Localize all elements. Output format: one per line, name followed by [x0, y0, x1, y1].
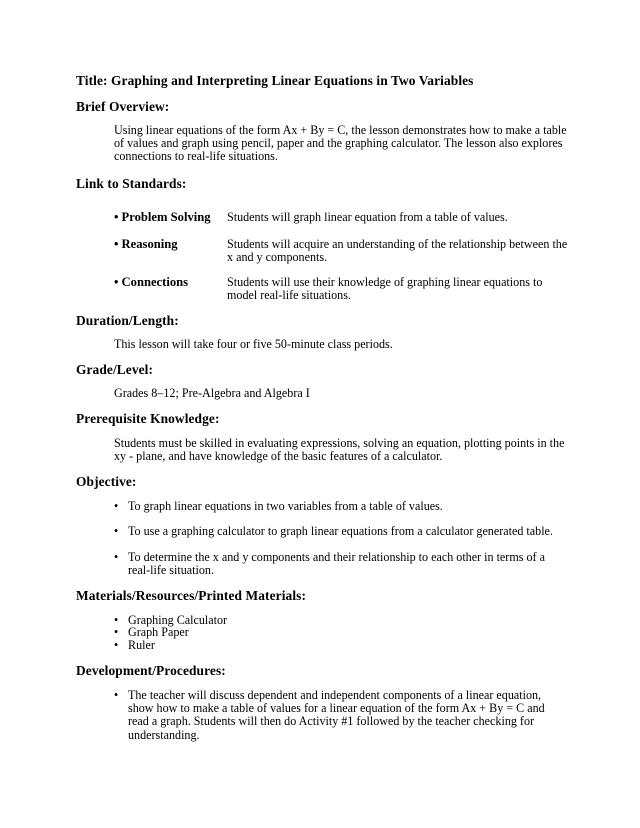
- standard-label-problem-solving: • Problem Solving: [114, 210, 211, 224]
- document-page: Title: Graphing and Interpreting Linear Equations in Two Variables Brief Overview: Using linear equations of the form Ax + By = C, the lesson demonstrates how to make a table of values and graph using pencil, paper and the graphing calculator. The lesson also explores connections to real-life situations. Link to Standards: • Problem Solving Students will graph linear equation from a table of values. • Reasoning Students will acquire an understanding of the relationship between the x and y components. • Connections Students will use their knowledge of graphing linear equations to model real-life situations. Duration/Length: This lesson will take four or five 50-minute class periods. Grade/Level: Grades 8–12; Pre-Algebra and Algebra I Prerequisite Knowledge: Students must be skilled in evaluating expressions, solving an equation, plotting points in the xy - plane, and have knowledge of the basic features of a calculator. Objective: • To graph linear equations in two variables from a table of values. • To use a graphing calculator to graph linear equations from a calculator generated table. • To determine the x and y components and their relationship to each other in terms of a real-life situation. Materials/Resources/Printed Materials: • Graphing Calculator • Graph Paper • Ruler Development/Procedures: • The teacher will discuss dependent and independent components of a linear equation, show how to make a table of values for a linear equation of the form Ax + By = C and read a graph. Students will then do Activity #1 followed by the teacher checking for understanding.: [0, 0, 640, 828]
- materials-heading: Materials/Resources/Printed Materials:: [76, 588, 307, 603]
- bullet-icon: •: [114, 625, 119, 639]
- standard-label-reasoning: • Reasoning: [114, 237, 178, 251]
- bullet-icon: •: [114, 550, 119, 564]
- standard-label-connections: • Connections: [114, 275, 189, 289]
- overview-heading: Brief Overview:: [76, 99, 170, 114]
- grade-heading: Grade/Level:: [76, 362, 154, 377]
- standards-heading: Link to Standards:: [76, 176, 187, 191]
- standard-text-problem-solving: Students will graph linear equation from a table of values.: [227, 210, 508, 224]
- development-heading: Development/Procedures:: [76, 663, 226, 678]
- objective-heading: Objective:: [76, 474, 137, 489]
- bullet-icon: •: [114, 613, 119, 627]
- overview-text: Using linear equations of the form Ax + By = C, the lesson demonstrates how to make a table of values and graph using pencil, paper and the graphing calculator. The lesson also explores connections to real-life situations.: [114, 123, 567, 164]
- prerequisite-text: Students must be skilled in evaluating expressions, solving an equation, plotting points in the xy - plane, and have knowledge of the basic features of a calculator.: [114, 436, 565, 464]
- bullet-icon: •: [114, 524, 119, 538]
- bullet-icon: •: [114, 688, 119, 702]
- bullet-icon: •: [114, 638, 119, 652]
- standard-text-connections: Students will use their knowledge of graphing linear equations to model real-life situations.: [227, 275, 543, 303]
- duration-text: This lesson will take four or five 50-minute class periods.: [114, 337, 393, 351]
- bullet-icon: •: [114, 499, 119, 513]
- standard-text-reasoning: Students will acquire an understanding of the relationship between the x and y components.: [227, 237, 568, 265]
- prerequisite-heading: Prerequisite Knowledge:: [76, 411, 220, 426]
- duration-heading: Duration/Length:: [76, 313, 179, 328]
- document-title: Title: Graphing and Interpreting Linear Equations in Two Variables: [76, 73, 474, 88]
- grade-text: Grades 8–12; Pre-Algebra and Algebra I: [114, 386, 310, 400]
